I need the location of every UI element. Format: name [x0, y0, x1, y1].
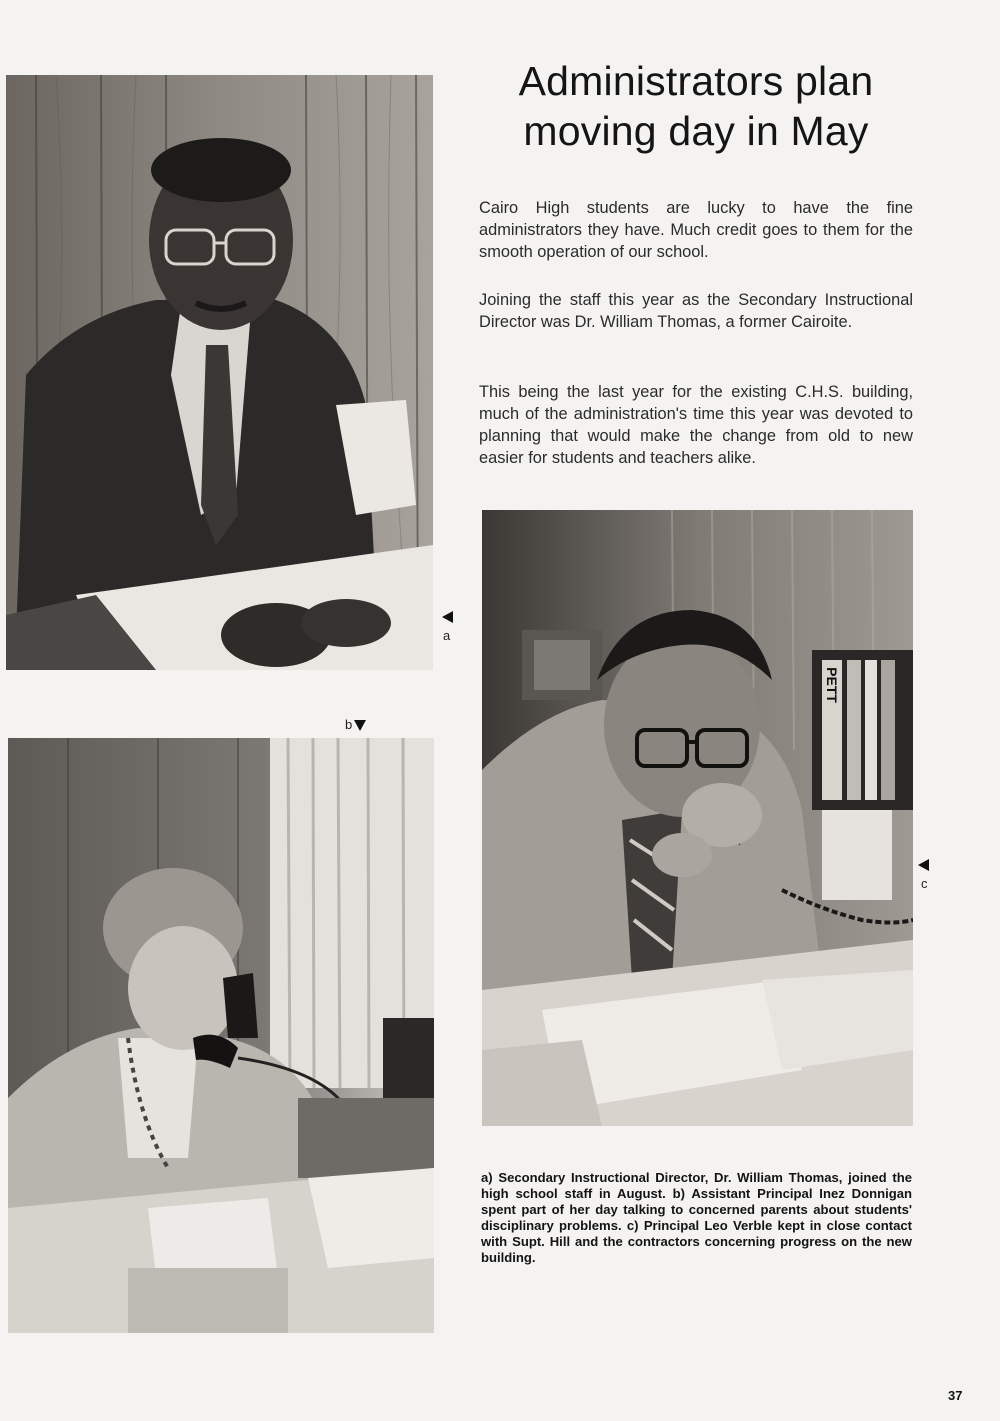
marker-a-label: a — [443, 628, 451, 643]
book-spine-label: PETT — [824, 667, 840, 703]
photo-marker-a — [442, 611, 453, 642]
triangle-left-icon — [442, 611, 453, 623]
body-paragraph: This being the last year for the existing C.H.S. building, much of the administration's time this year was devoted to planning that would make the change from old to new easier for students and teachers alike. — [479, 383, 913, 467]
photo-marker-c — [918, 859, 929, 890]
marker-b-label: b — [345, 717, 353, 732]
headline: Administrators plan moving day in May — [518, 58, 874, 154]
triangle-left-icon — [918, 859, 929, 871]
body-paragraph: Joining the staff this year as the Secondary Instructional Director was Dr. William Thomas, a former Cairoite. — [479, 291, 913, 331]
photo-inez-donnigan — [8, 738, 434, 1333]
photo-leo-verble — [482, 510, 913, 1126]
photo-william-thomas — [6, 75, 433, 670]
marker-c-label: c — [921, 876, 928, 891]
body-paragraph: Cairo High students are lucky to have the fine administrators they have. Much credit goes to them for the smooth operation of our school. — [479, 199, 913, 261]
photo-caption: a) Secondary Instructional Director, Dr. William Thomas, joined the high school staff in August. b) Assistant Principal Inez Donnigan spent part of her day talking to concerned parents about students' disciplinary problems. c) Principal Leo Verble kept in close contact with Supt. Hill and the contractors concerning progress on the new building. — [481, 1170, 912, 1265]
triangle-down-icon — [354, 720, 366, 731]
page-number: 37 — [948, 1388, 963, 1403]
photo-marker-b — [345, 718, 366, 731]
